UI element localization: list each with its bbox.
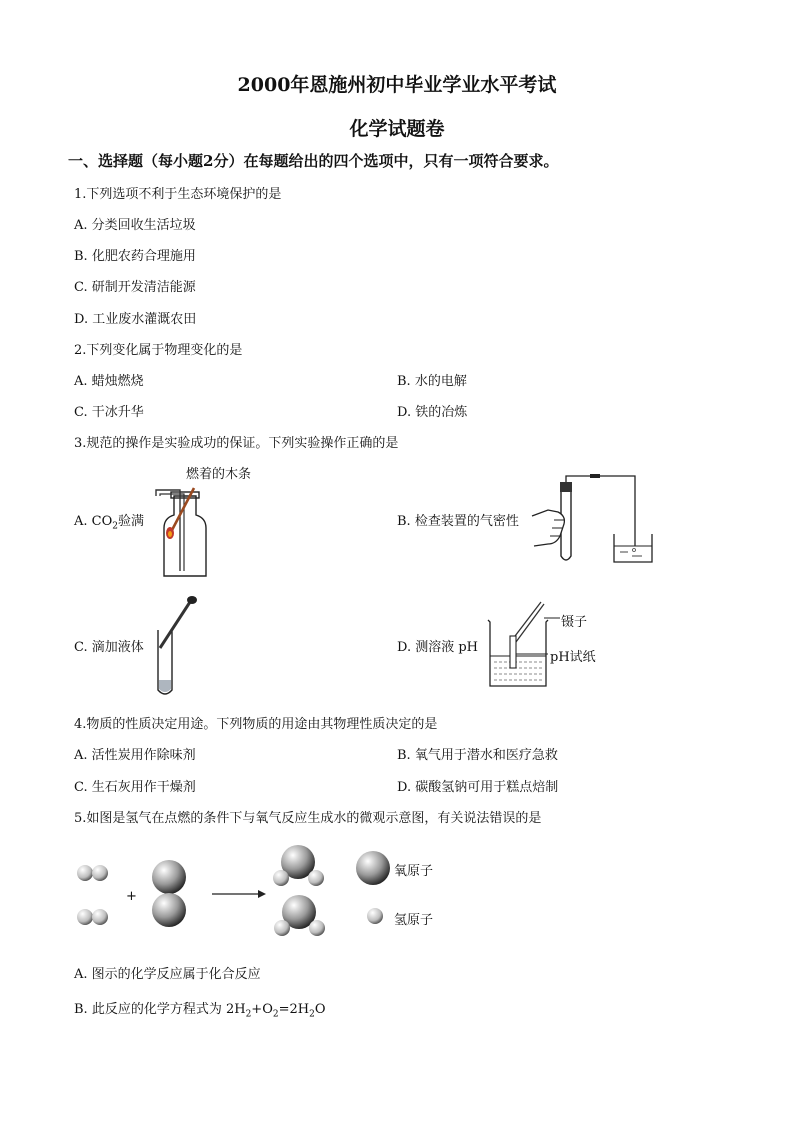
section-heading: 一、选择题（每小题2分）在每题给出的四个选项中，只有一项符合要求。: [68, 152, 559, 170]
chemical-equation: $2H_2+O_2=2H_2O$: [225, 1002, 326, 1020]
dropper-illustration: [150, 596, 200, 698]
q2-stem: 2.下列变化属于物理变化的是: [74, 343, 243, 358]
q1-option-d[interactable]: D. 工业废水灌溉农田: [74, 312, 197, 327]
q3-fig-d-ph-paper-label: pH试纸: [550, 650, 596, 665]
q4-stem: 4.物质的性质决定用途。下列物质的用途由其物理性质决定的是: [74, 717, 438, 732]
airtightness-check-illustration: [530, 474, 660, 566]
q4-option-c[interactable]: C. 生石灰用作干燥剂: [74, 780, 196, 795]
plus-sign: +: [126, 889, 137, 904]
molecular-reaction-diagram: [70, 842, 470, 946]
exam-title: 2000年恩施州初中毕业学业水平考试: [237, 74, 557, 96]
q5-option-a[interactable]: A. 图示的化学反应属于化合反应: [74, 967, 261, 982]
q1-option-b[interactable]: B. 化肥农药合理施用: [74, 249, 196, 264]
q3-option-d[interactable]: D. 测溶液 pH: [397, 640, 479, 655]
co2-collection-bottle-illustration: [150, 478, 220, 576]
legend-hydrogen-atom: 氢原子: [394, 913, 434, 928]
q4-option-a[interactable]: A. 活性炭用作除味剂: [74, 748, 196, 763]
q3-option-b[interactable]: B. 检查装置的气密性: [397, 514, 519, 529]
q2-option-c[interactable]: C. 干冰升华: [74, 405, 144, 420]
q1-option-a[interactable]: A. 分类回收生活垃圾: [74, 218, 196, 233]
ph-measurement-illustration: [486, 600, 556, 692]
q3-fig-a-label: 燃着的木条: [186, 467, 252, 482]
q2-option-a[interactable]: A. 蜡烛燃烧: [74, 374, 144, 389]
legend-oxygen-atom: 氧原子: [394, 864, 434, 879]
q5-option-b[interactable]: B. 此反应的化学方程式为 $2H_2+O_2=2H_2O$: [74, 1002, 326, 1020]
q4-option-d[interactable]: D. 碳酸氢钠可用于糕点焙制: [397, 780, 559, 795]
q2-option-b[interactable]: B. 水的电解: [397, 374, 467, 389]
exam-subtitle: 化学试题卷: [349, 118, 445, 140]
q1-stem: 1.下列选项不利于生态环境保护的是: [74, 187, 282, 202]
q5-stem: 5.如图是氢气在点燃的条件下与氧气反应生成水的微观示意图，有关说法错误的是: [74, 811, 542, 826]
q1-option-c[interactable]: C. 研制开发清洁能源: [74, 280, 196, 295]
q3-option-c[interactable]: C. 滴加液体: [74, 640, 144, 655]
q2-option-d[interactable]: D. 铁的冶炼: [397, 405, 468, 420]
q3-stem: 3.规范的操作是实验成功的保证。下列实验操作正确的是: [74, 436, 399, 451]
q4-option-b[interactable]: B. 氧气用于潜水和医疗急救: [397, 748, 558, 763]
q3-fig-d-tweezers-label: 镊子: [561, 615, 588, 630]
q3-option-a[interactable]: A. $CO_2$验满: [74, 514, 145, 532]
